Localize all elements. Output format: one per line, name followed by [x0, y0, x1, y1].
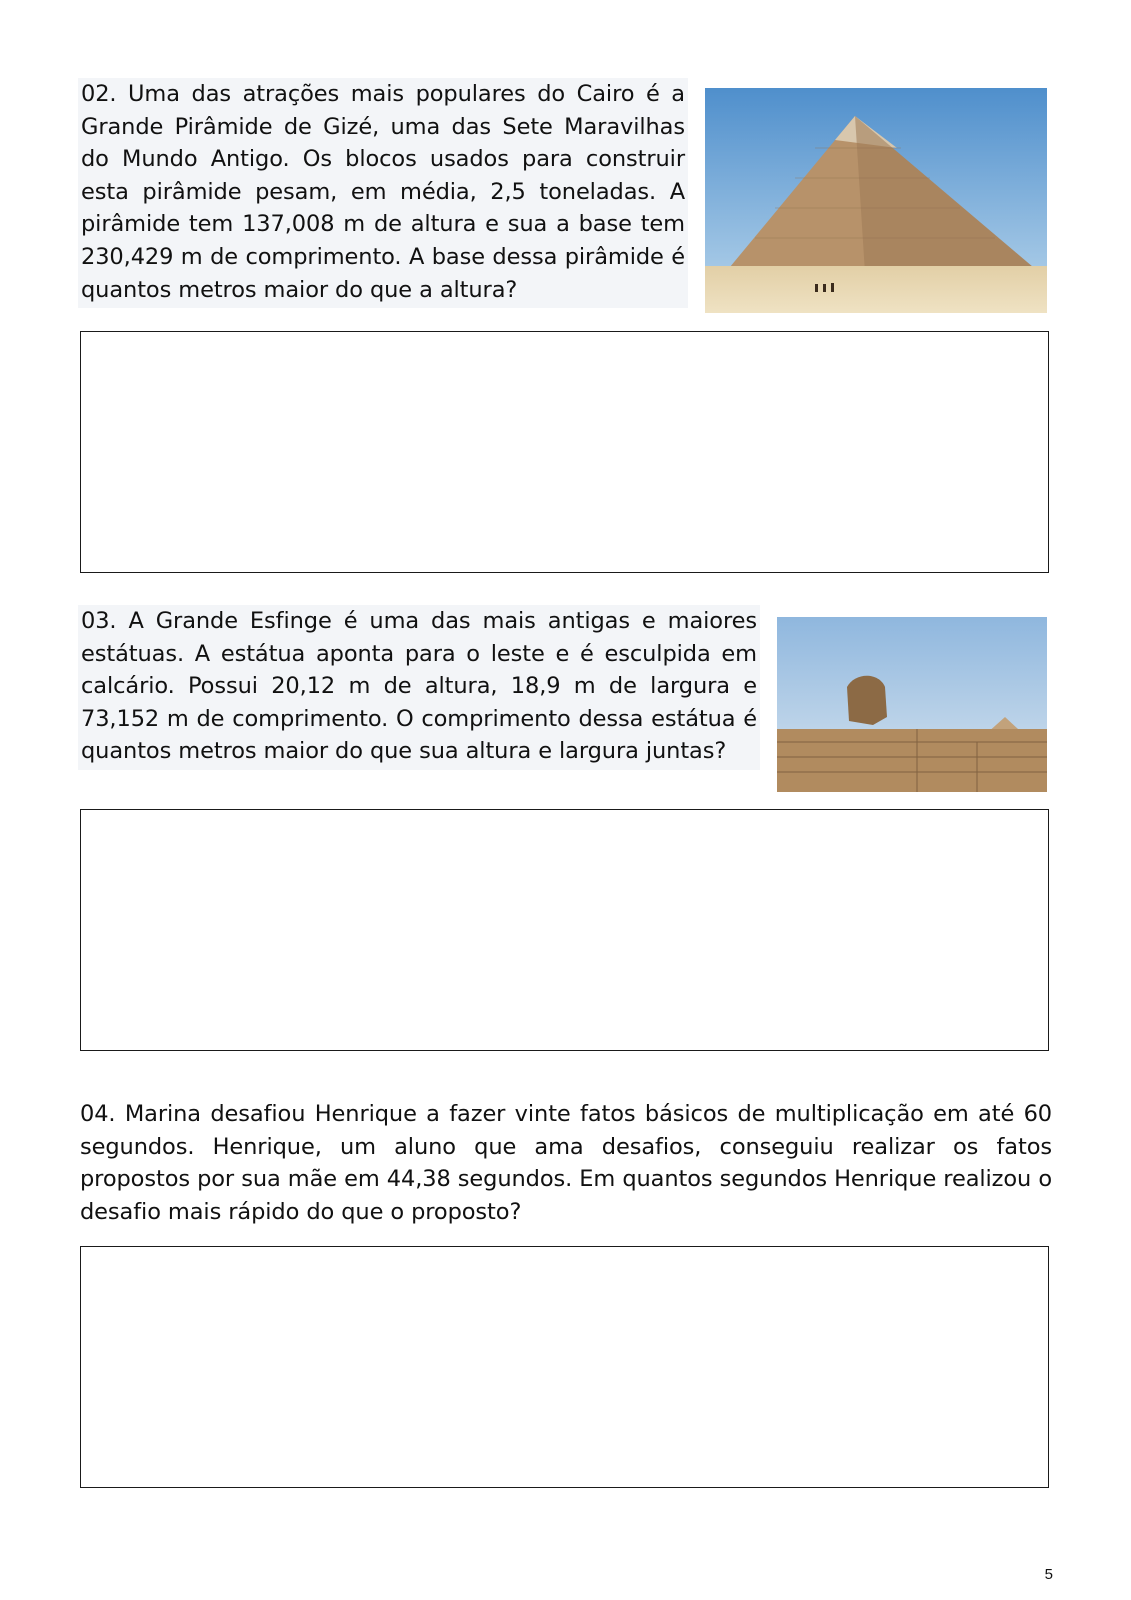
- question-02-text: 02. Uma das atrações mais populares do Cairo é a Grande Pirâmide de Gizé, uma das Sete Maravilhas do Mundo Antigo. Os blocos usados para construir esta pirâmide pesam, em média, 2,5 toneladas. A pirâmide tem 137,008 m de altura e sua a base tem 230,429 m de comprimento. A base dessa pirâmide é quantos metros maior do que a altura?: [78, 78, 688, 308]
- question-04-text: 04. Marina desafiou Henrique a fazer vinte fatos básicos de multiplicação em até 60 segundos. Henrique, um aluno que ama desafios, conseguiu realizar os fatos propostos por sua mãe em 44,38 segundos. Em quantos segundos Henrique realizou o desafio mais rápido do que o proposto?: [80, 1101, 1052, 1225]
- sphinx-photo: [777, 617, 1047, 792]
- page-number: 5: [1044, 1566, 1053, 1583]
- pyramid-photo: [705, 88, 1047, 313]
- question-03-text: 03. A Grande Esfinge é uma das mais antigas e maiores estátuas. A estátua aponta para o leste e é esculpida em calcário. Possui 20,12 m de altura, 18,9 m de largura e 73,152 m de comprimento. O comprimento dessa estátua é quantos metros maior do que sua altura e largura juntas?: [78, 605, 760, 770]
- answer-box-04[interactable]: [80, 1246, 1049, 1488]
- answer-box-02[interactable]: [80, 331, 1049, 573]
- answer-box-03[interactable]: [80, 809, 1049, 1051]
